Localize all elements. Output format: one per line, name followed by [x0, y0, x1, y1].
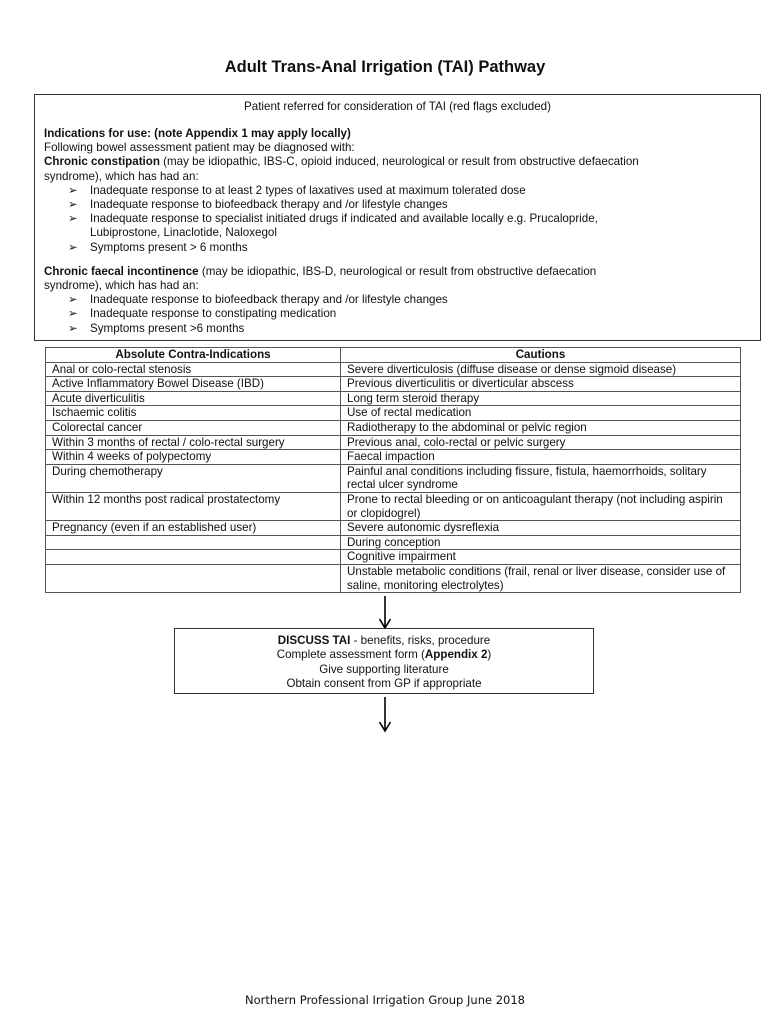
constipation-text: (may be idiopathic, IBS-C, opioid induced, neurological or result from obstructive defaecation — [159, 155, 639, 169]
discuss-line-4: Obtain consent from GP if appropriate — [286, 677, 482, 691]
table-header-row — [46, 348, 741, 363]
caution-cell: Unstable metabolic conditions (frail, renal or liver disease, consider use of saline, monitoring electrolytes) — [341, 564, 741, 592]
table-row — [46, 492, 741, 520]
arrowhead-bullet-icon: ➢ — [68, 293, 78, 307]
down-arrow-icon — [378, 596, 392, 630]
table-row — [46, 391, 741, 406]
caution-cell: Long term steroid therapy — [341, 391, 741, 406]
arrowhead-bullet-icon: ➢ — [68, 307, 78, 321]
table-row — [46, 535, 741, 550]
incontinence-intro — [44, 265, 752, 279]
arrowhead-bullet-icon: ➢ — [68, 183, 78, 197]
appendix-2-ref: Appendix 2 — [424, 648, 488, 662]
list-item: ➢ Inadequate response to biofeedback therapy and /or lifestyle changes — [68, 198, 448, 212]
contraindication-cell: Acute diverticulitis — [46, 391, 341, 406]
contraindication-cell — [46, 564, 341, 592]
contraindication-cell — [46, 535, 341, 550]
table-row — [46, 550, 741, 565]
table-row — [46, 406, 741, 421]
referral-criteria-box — [34, 94, 761, 341]
discuss-line-2: Complete assessment form (Appendix 2) — [276, 648, 492, 662]
arrowhead-bullet-icon: ➢ — [68, 212, 78, 226]
arrowhead-bullet-icon: ➢ — [68, 321, 78, 335]
constipation-intro — [44, 155, 752, 169]
contraindication-cell: Anal or colo-rectal stenosis — [46, 362, 341, 377]
indications-heading: Indications for use: (note Appendix 1 may apply locally) — [44, 127, 351, 140]
caution-cell: Radiotherapy to the abdominal or pelvic region — [341, 420, 741, 435]
footer-text: Northern Professional Irrigation Group June 2018 — [245, 993, 525, 1007]
table-row — [46, 464, 741, 492]
contraindication-cell: During chemotherapy — [46, 464, 341, 492]
contraindications-header: Absolute Contra-Indications — [46, 348, 341, 363]
table-row — [46, 521, 741, 536]
diagnosis-line: Following bowel assessment patient may be diagnosed with: — [44, 141, 355, 155]
table-row — [46, 420, 741, 435]
caution-cell: Prone to rectal bleeding or on anticoagulant therapy (not including aspirin or clopidogrel) — [341, 492, 741, 520]
caution-cell: Severe diverticulosis (diffuse disease or dense sigmoid disease) — [341, 362, 741, 377]
caution-cell: During conception — [341, 535, 741, 550]
contraindication-cell: Ischaemic colitis — [46, 406, 341, 421]
table-row — [46, 450, 741, 465]
incontinence-text-cont: syndrome), which has had an: — [44, 279, 199, 293]
contraindications-table — [45, 347, 741, 593]
table-row — [46, 435, 741, 450]
table-row — [46, 564, 741, 592]
caution-cell: Cognitive impairment — [341, 550, 741, 565]
arrowhead-bullet-icon: ➢ — [68, 198, 78, 212]
constipation-heading: Chronic constipation — [44, 155, 160, 169]
referral-intro: Patient referred for consideration of TAI (red flags excluded) — [244, 100, 551, 113]
constipation-text-cont: syndrome), which has had an: — [44, 169, 199, 183]
list-item: ➢ Symptoms present > 6 months — [68, 240, 248, 254]
caution-cell: Use of rectal medication — [341, 406, 741, 421]
list-item: ➢ Inadequate response to specialist initiated drugs if indicated and available locally e.g. Prucalopride, — [68, 212, 598, 226]
indications-section — [44, 127, 752, 336]
caution-cell: Previous diverticulitis or diverticular abscess — [341, 377, 741, 392]
contraindication-cell: Within 12 months post radical prostatectomy — [46, 492, 341, 520]
contraindication-cell: Pregnancy (even if an established user) — [46, 521, 341, 536]
discuss-line-3: Give supporting literature — [319, 662, 449, 676]
caution-cell: Faecal impaction — [341, 450, 741, 465]
contraindication-cell: Within 4 weeks of polypectomy — [46, 450, 341, 465]
list-item: ➢ Inadequate response to biofeedback therapy and /or lifestyle changes — [68, 293, 448, 307]
discuss-heading: DISCUSS TAI — [277, 634, 351, 647]
contraindication-cell: Colorectal cancer — [46, 420, 341, 435]
list-item: ➢ Inadequate response to constipating medication — [68, 307, 337, 321]
page-title: Adult Trans-Anal Irrigation (TAI) Pathway — [224, 58, 546, 76]
list-item: ➢ Symptoms present >6 months — [68, 321, 245, 335]
contraindication-cell: Within 3 months of rectal / colo-rectal surgery — [46, 435, 341, 450]
caution-cell: Previous anal, colo-rectal or pelvic surgery — [341, 435, 741, 450]
arrowhead-bullet-icon: ➢ — [68, 240, 78, 254]
caution-cell: Severe autonomic dysreflexia — [341, 521, 741, 536]
list-item: ➢ Inadequate response to at least 2 types of laxatives used at maximum tolerated dose — [68, 183, 526, 197]
list-item-continuation: Lubiprostone, Linaclotide, Naloxegol — [90, 226, 277, 240]
cautions-header: Cautions — [341, 348, 741, 363]
discuss-heading-rest: - benefits, risks, procedure — [350, 634, 491, 647]
table-row — [46, 377, 741, 392]
table-row — [46, 362, 741, 377]
contraindication-cell — [46, 550, 341, 565]
incontinence-heading: Chronic faecal incontinence — [44, 264, 199, 278]
caution-cell: Painful anal conditions including fissure, fistula, haemorrhoids, solitary rectal ulcer syndrome — [341, 464, 741, 492]
incontinence-text: (may be idiopathic, IBS-D, neurological or result from obstructive defaecation — [198, 264, 597, 278]
contraindication-cell: Active Inflammatory Bowel Disease (IBD) — [46, 377, 341, 392]
down-arrow-icon — [378, 697, 392, 733]
discuss-tai-box — [174, 628, 594, 694]
discuss-line-1 — [175, 634, 593, 648]
